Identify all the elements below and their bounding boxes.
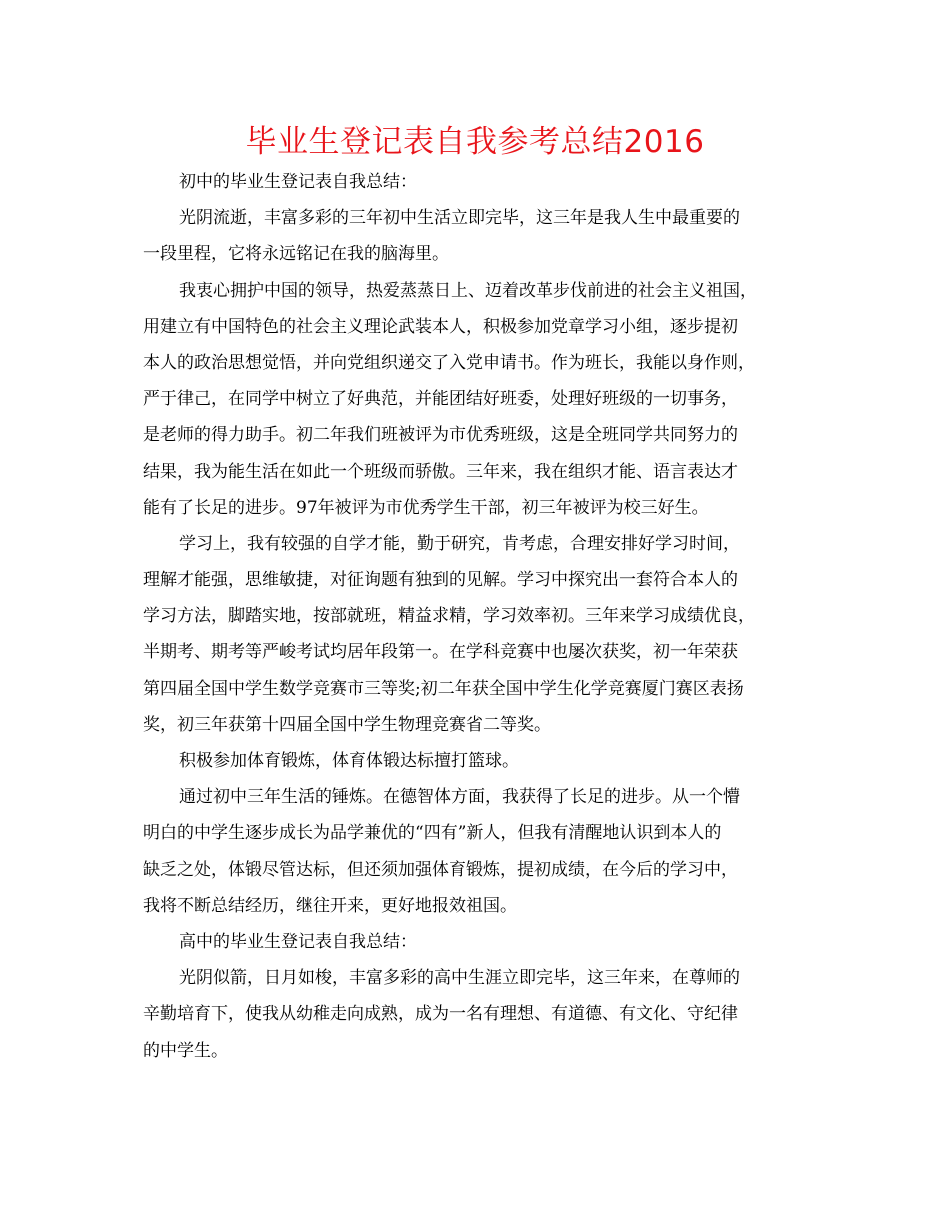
paragraph [143, 200, 803, 272]
paragraph-line: 第四届全国中学生数学竞赛市三等奖;初二年获全国中学生化学竞赛厦门赛区表扬 [143, 678, 744, 699]
paragraph [143, 164, 803, 200]
document-title: 毕业生登记表自我参考总结2016 [245, 124, 705, 160]
paragraph-line: 初中的毕业生登记表自我总结： [179, 172, 417, 192]
paragraph-line: 是老师的得力助手。初二年我们班被评为市优秀班级，这是全班同学共同努力的 [143, 425, 738, 446]
paragraph-line: 的中学生。 [143, 1040, 228, 1061]
paragraph-line: 学习方法，脚踏实地，按部就班，精益求精，学习效率初。三年来学习成绩优良， [143, 606, 755, 627]
paragraph-line: 理解才能强，思维敏捷，对征询题有独到的见解。学习中探究出一套符合本人的 [143, 570, 738, 591]
paragraph-line: 半期考、期考等严峻考试均居年段第一。在学科竞赛中也屡次获奖，初一年荣获 [143, 642, 738, 663]
paragraph-line: 通过初中三年生活的锤炼。在德智体方面，我获得了长足的进步。从一个懵 [179, 787, 740, 808]
paragraph-line: 辛勤培育下，使我从幼稚走向成熟，成为一名有理想、有道德、有文化、守纪律 [143, 1004, 738, 1025]
paragraph-line: 本人的政治思想觉悟，并向党组织递交了入党申请书。作为班长，我能以身作则， [143, 352, 755, 373]
paragraph-line: 严于律己，在同学中树立了好典范，并能团结好班委，处理好班级的一切事务， [143, 389, 738, 410]
paragraph [143, 960, 803, 1069]
paragraph-line: 奖，初三年获第十四届全国中学生物理竞赛省二等奖。 [143, 714, 551, 735]
paragraph-line: 缺乏之处，体锻尽管达标，但还须加强体育锻炼，提初成绩，在今后的学习中， [143, 859, 738, 880]
paragraph [143, 779, 803, 924]
paragraph-line: 一段里程，它将永远铭记在我的脑海里。 [143, 244, 449, 265]
paragraph-line: 能有了长足的进步。97年被评为市优秀学生干部，初三年被评为校三好生。 [143, 497, 709, 518]
paragraph-line: 我将不断总结经历，继往开来，更好地报效祖国。 [143, 895, 517, 916]
paragraph [143, 924, 803, 960]
paragraph-line: 光阴流逝，丰富多彩的三年初中生活立即完毕，这三年是我人生中最重要的 [179, 208, 740, 229]
paragraph [143, 526, 803, 743]
paragraph [143, 743, 803, 779]
paragraph-line: 明白的中学生逐步成长为品学兼优的“四有”新人，但我有清醒地认识到本人的 [143, 823, 722, 844]
paragraph-line: 光阴似箭，日月如梭，丰富多彩的高中生涯立即完毕，这三年来，在尊师的 [179, 968, 740, 989]
paragraph [143, 273, 803, 526]
paragraph-line: 用建立有中国特色的社会主义理论武装本人，积极参加党章学习小组，逐步提初 [143, 316, 738, 337]
paragraph-line: 学习上，我有较强的自学才能，勤于研究，肯考虑，合理安排好学习时间， [179, 533, 740, 554]
paragraph-line: 积极参加体育锻炼，体育体锻达标擅打篮球。 [179, 751, 519, 771]
paragraph-line: 我衷心拥护中国的领导，热爱蒸蒸日上、迈着改革步伐前进的社会主义祖国， [179, 280, 757, 301]
paragraph-line: 结果，我为能生活在如此一个班级而骄傲。三年来，我在组织才能、语言表达才 [143, 461, 738, 482]
document-body [143, 164, 803, 1069]
paragraph-line: 高中的毕业生登记表自我总结： [179, 931, 417, 952]
